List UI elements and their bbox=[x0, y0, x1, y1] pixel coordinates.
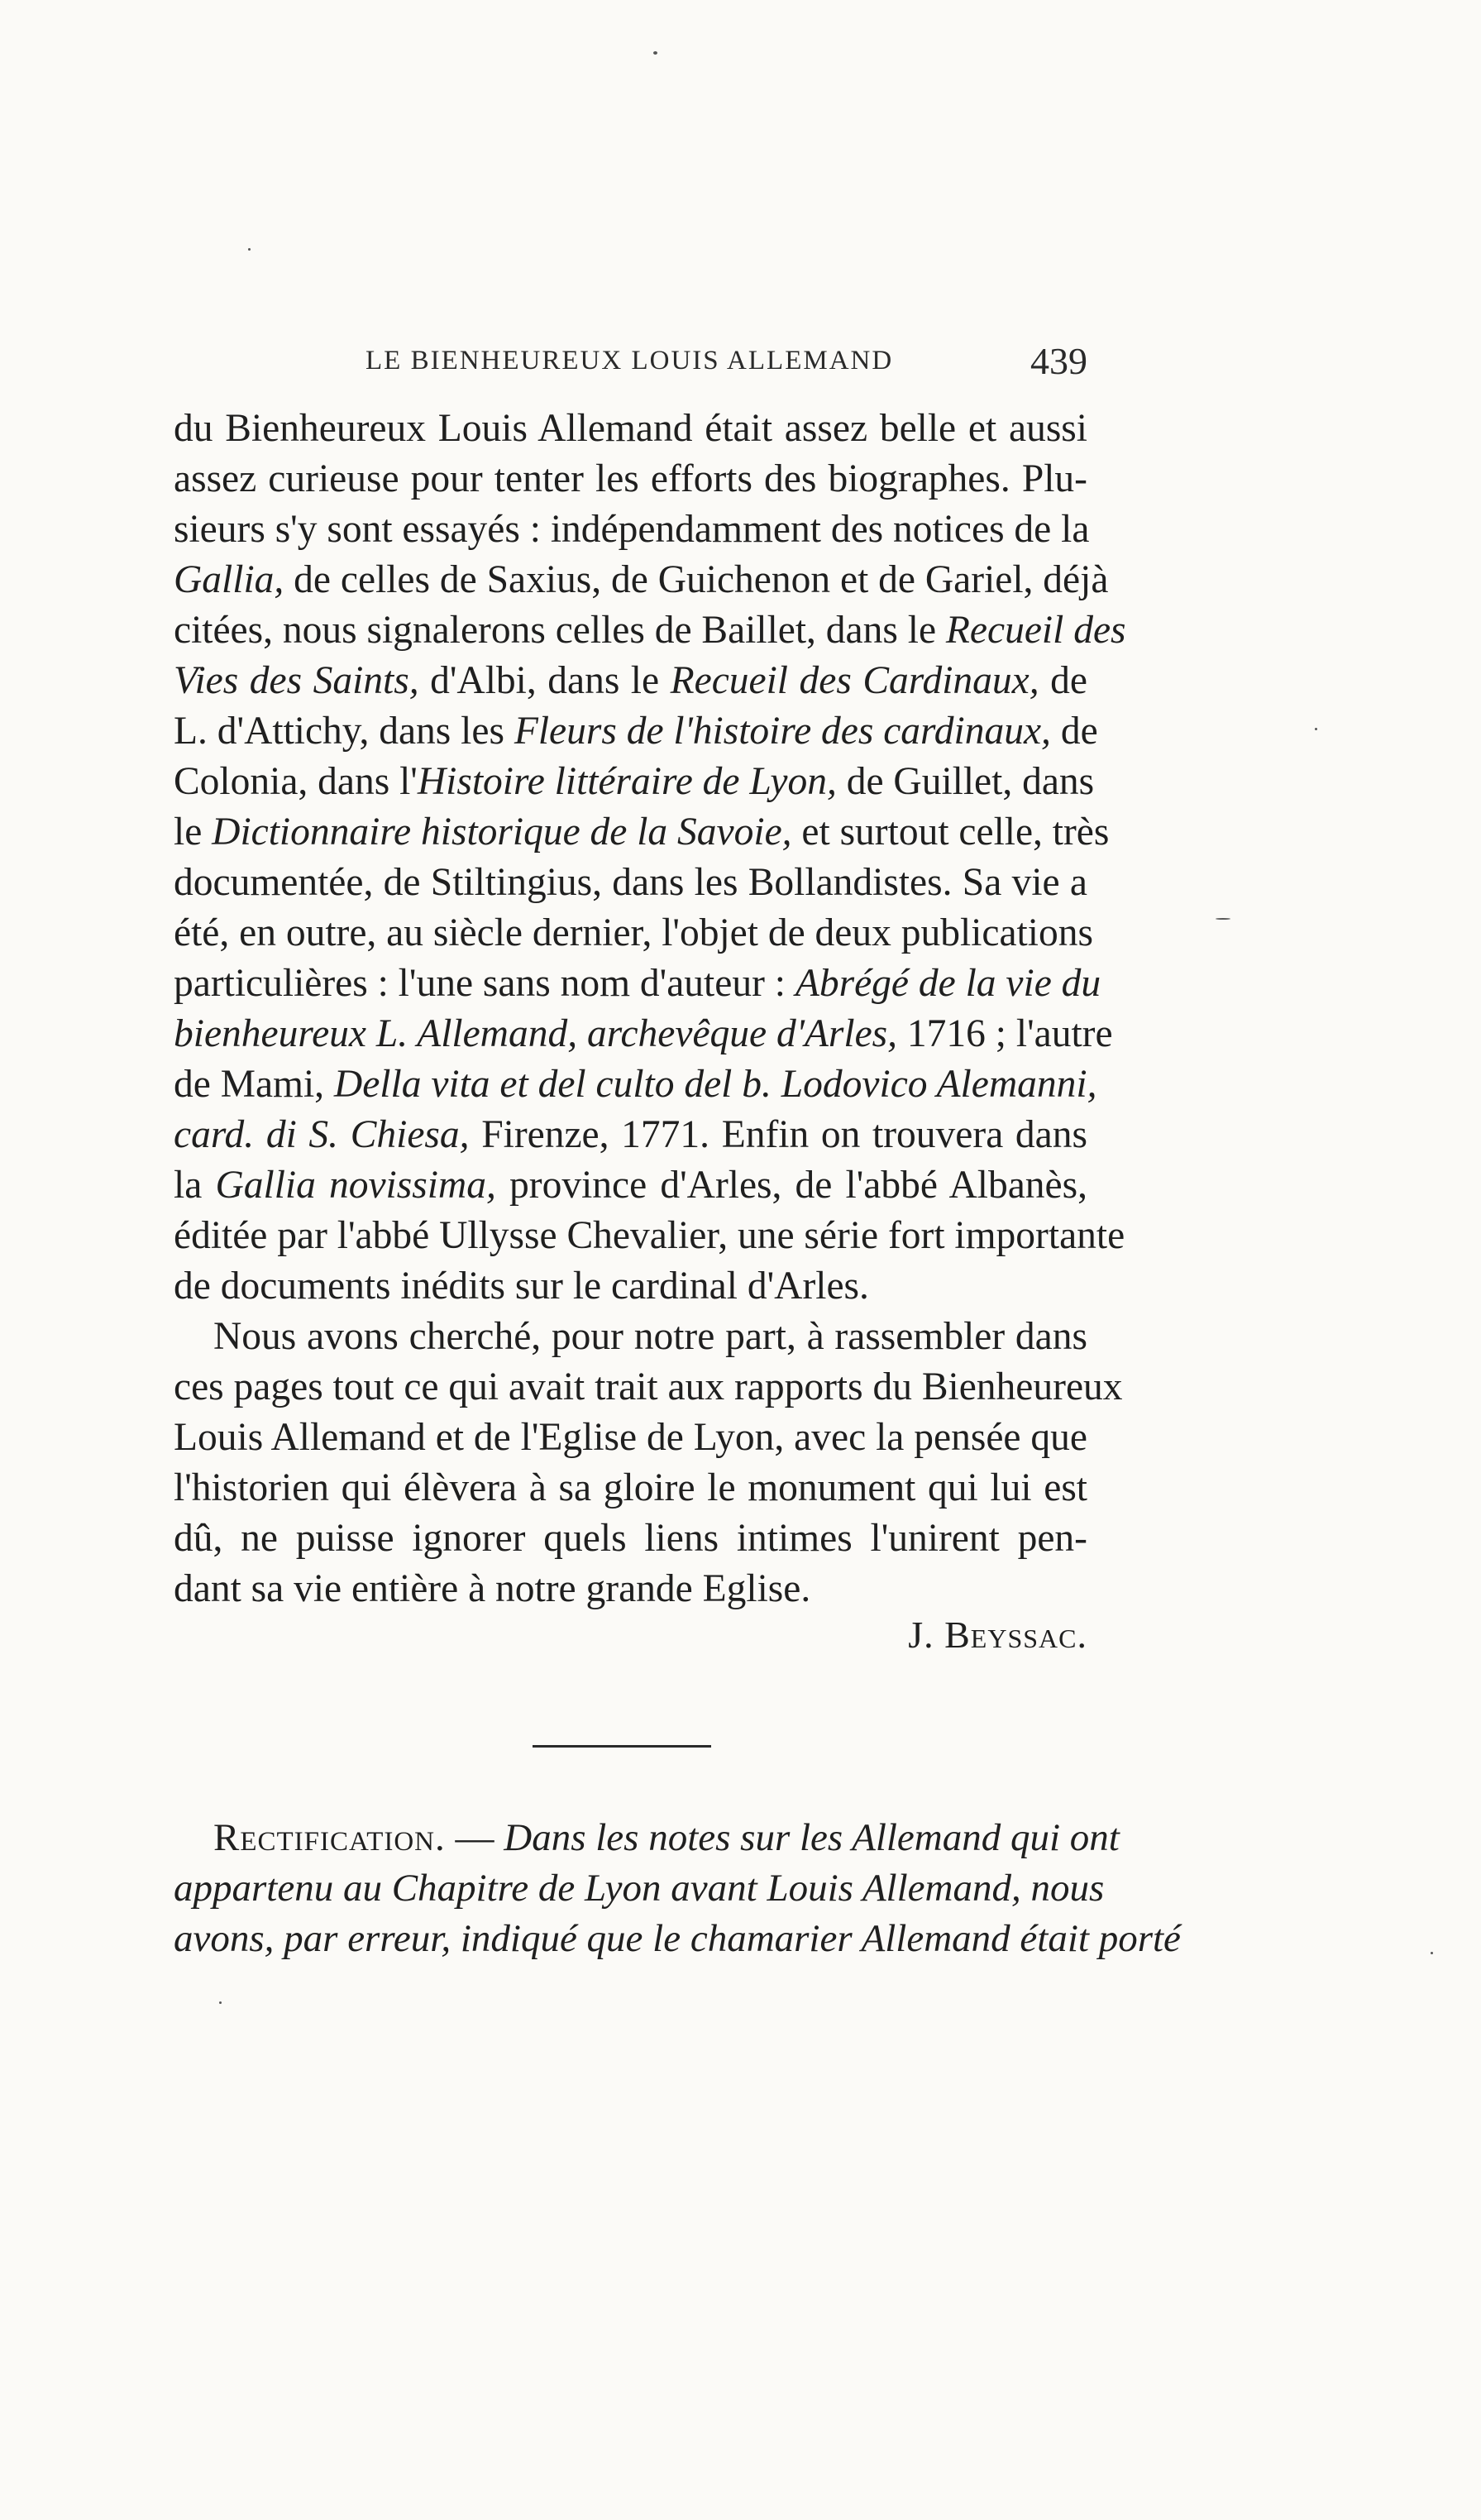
text-line: dû, ne puisse ignorer quels liens intimes l'unirent pen- bbox=[174, 1517, 1087, 1560]
italic-title: Dictionnaire historique de la Savoie, bbox=[212, 811, 792, 854]
text-line bbox=[174, 1009, 1113, 1059]
text-run: du Bienheureux Louis Allemand était assez belle et aussi bbox=[174, 407, 1087, 450]
text-line bbox=[174, 504, 1090, 555]
text-line bbox=[174, 1059, 1097, 1110]
rectification-text: Dans les notes sur les Allemand qui ont bbox=[504, 1816, 1120, 1859]
text-line bbox=[174, 858, 1087, 908]
italic-title: Histoire littéraire de Lyon, bbox=[417, 760, 837, 803]
text-run: éditée par l'abbé Ullysse Chevalier, une série fort importante bbox=[174, 1214, 1125, 1257]
body-text bbox=[174, 404, 1126, 1614]
rectification-line: appartenu au Chapitre de Lyon avant Louis Allemand, nous bbox=[174, 1867, 1105, 1910]
text-run: de celles de Saxius, de Guichenon et de Gariel, déjà bbox=[284, 558, 1109, 601]
text-line bbox=[174, 555, 1109, 605]
author-initial: J. bbox=[908, 1614, 934, 1656]
section-divider bbox=[533, 1745, 711, 1748]
text-run: L. d'Attichy, dans les bbox=[174, 710, 514, 753]
text-line: Louis Allemand et de l'Eglise de Lyon, avec la pensée que bbox=[174, 1416, 1087, 1459]
text-run: documentée, de Stiltingius, dans les Bollandistes. Sa vie a bbox=[174, 861, 1087, 904]
text-run: de Guillet, dans bbox=[836, 760, 1095, 803]
italic-title: card. di S. Chiesa, bbox=[174, 1113, 470, 1156]
text-run: Colonia, dans l' bbox=[174, 760, 418, 803]
text-run: et surtout celle, très bbox=[791, 811, 1110, 854]
text-line bbox=[174, 1261, 1087, 1312]
scan-speck bbox=[653, 51, 657, 55]
text-line bbox=[174, 1110, 1087, 1160]
text-run: sieurs s'y sont essayés : indépendamment des notices de la bbox=[174, 508, 1090, 551]
running-head: LE BIENHEUREUX LOUIS ALLEMAND bbox=[365, 346, 894, 375]
rectification-line: avons, par erreur, indiqué que le chamarier Allemand était porté bbox=[174, 1917, 1181, 1960]
text-line bbox=[174, 454, 1087, 504]
rectification-line bbox=[213, 1813, 1120, 1863]
text-run: Firenze, 1771. Enfin on trouvera dans bbox=[469, 1113, 1088, 1156]
text-run: de bbox=[1050, 710, 1098, 753]
italic-title: Vies des Saints, bbox=[174, 659, 419, 702]
text-line bbox=[174, 959, 1101, 1009]
rectification-heading: Rectification. bbox=[213, 1816, 446, 1859]
text-line: ces pages tout ce qui avait trait aux rapports du Bienheureux bbox=[174, 1365, 1123, 1408]
text-run: d'Albi, dans le bbox=[418, 659, 671, 702]
page-header bbox=[174, 339, 1087, 397]
text-line bbox=[174, 908, 1093, 959]
italic-title: Fleurs de l'histoire des cardinaux, bbox=[514, 710, 1051, 753]
text-run: de documents inédits sur le cardinal d'Arles. bbox=[174, 1265, 869, 1308]
text-run: le bbox=[174, 811, 213, 854]
italic-title: Abrégé de la vie du bbox=[795, 962, 1101, 1005]
italic-title: Recueil des Cardinaux, bbox=[670, 659, 1039, 702]
text-run: citées, nous signalerons celles de Baillet, dans le bbox=[174, 609, 946, 652]
text-line bbox=[174, 706, 1098, 757]
text-line bbox=[174, 656, 1087, 706]
scan-speck bbox=[1431, 1952, 1433, 1954]
italic-title: bienheureux L. Allemand, archevêque d'Arles, bbox=[174, 1012, 898, 1055]
italic-title: Recueil des bbox=[945, 609, 1126, 652]
text-run: de bbox=[1039, 659, 1087, 702]
text-line bbox=[174, 807, 1110, 858]
italic-title: Gallia, bbox=[174, 558, 284, 601]
text-line bbox=[174, 605, 1126, 656]
author-signature bbox=[908, 1613, 1087, 1657]
scan-speck bbox=[1315, 728, 1317, 730]
italic-title: Della vita et del culto del b. Lodovico Alemanni, bbox=[333, 1063, 1097, 1106]
text-line bbox=[174, 1211, 1125, 1261]
text-line bbox=[174, 757, 1095, 807]
text-line: Nous avons cherché, pour notre part, à rassembler dans bbox=[213, 1315, 1087, 1358]
rectification-dash: — bbox=[445, 1816, 504, 1859]
author-name: Beyssac. bbox=[944, 1614, 1087, 1656]
paragraph-purpose bbox=[174, 1312, 1123, 1614]
italic-title: Gallia novissima, bbox=[215, 1164, 496, 1207]
rectification-note bbox=[174, 1813, 1181, 1964]
text-run: la bbox=[174, 1164, 216, 1207]
scan-speck bbox=[219, 2001, 222, 2004]
scan-speck bbox=[248, 248, 251, 251]
text-run: province d'Arles, de l'abbé Albanès, bbox=[495, 1164, 1087, 1207]
page-number: 439 bbox=[1030, 340, 1087, 382]
text-run: été, en outre, au siècle dernier, l'objet de deux publications bbox=[174, 911, 1093, 954]
paragraph-biographies bbox=[174, 404, 1126, 1312]
text-line: l'historien qui élèvera à sa gloire le monument qui lui est bbox=[174, 1466, 1087, 1509]
text-run: de Mami, bbox=[174, 1063, 334, 1106]
text-line bbox=[174, 1160, 1087, 1211]
text-run: particulières : l'une sans nom d'auteur : bbox=[174, 962, 795, 1005]
scan-speck bbox=[1216, 918, 1230, 920]
text-run: assez curieuse pour tenter les efforts des biographes. Plu- bbox=[174, 457, 1087, 500]
text-run: 1716 ; l'autre bbox=[897, 1012, 1113, 1055]
text-line bbox=[174, 404, 1087, 454]
text-line: dant sa vie entière à notre grande Eglise. bbox=[174, 1567, 811, 1610]
